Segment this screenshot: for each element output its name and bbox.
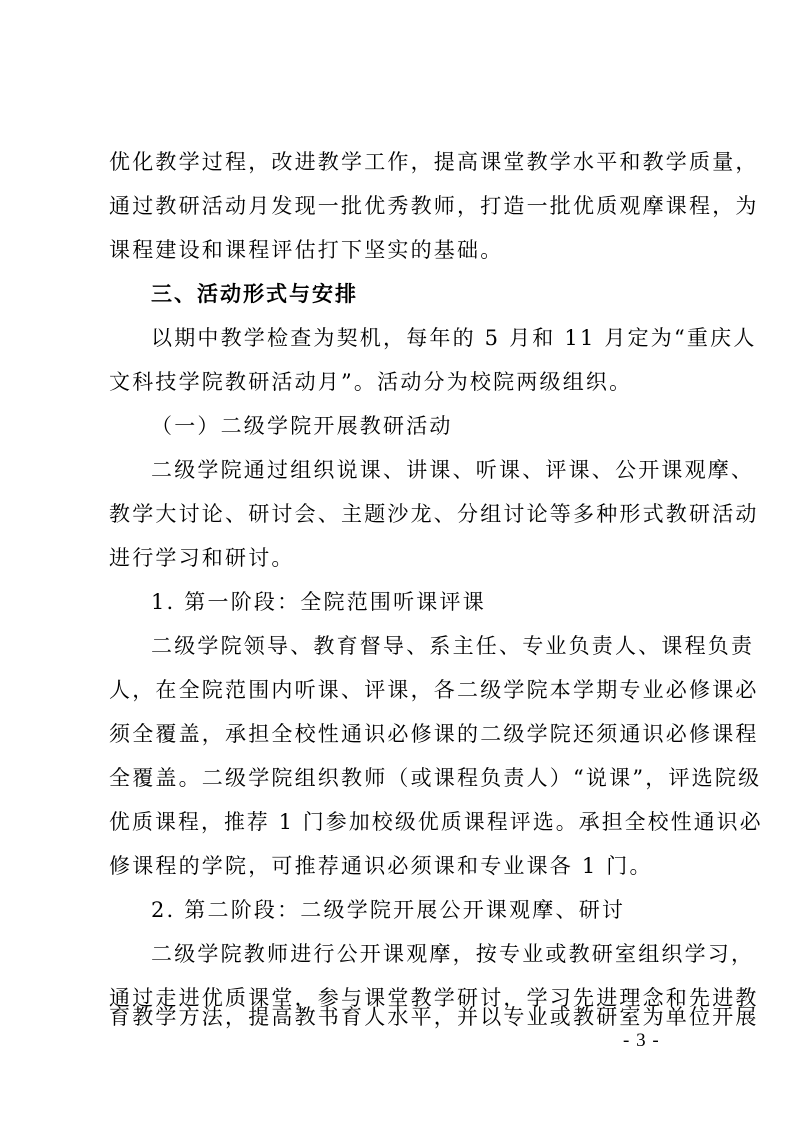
paragraph-line: 全覆盖。二级学院组织教师（或课程负责人）“说课”，评选院级	[109, 766, 762, 790]
paragraph-line: 进行学习和研讨。	[109, 546, 295, 570]
paragraph-line: 课程建设和课程评估打下坚实的基础。	[109, 238, 504, 262]
paragraph-line: 通过走进优质课堂，参与课堂教学研讨，学习先进理念和先进教	[109, 986, 759, 1010]
paragraph-line: 二级学院通过组织说课、讲课、听课、评课、公开课观摩、	[151, 458, 755, 482]
paragraph-line: 文科技学院教研活动月”。活动分为校院两级组织。	[109, 370, 633, 394]
paragraph-line: 二级学院领导、教育督导、系主任、专业负责人、课程负责	[151, 634, 755, 658]
paragraph-line: 教学大讨论、研讨会、主题沙龙、分组讨论等多种形式教研活动	[109, 502, 759, 526]
paragraph-line: 须全覆盖，承担全校性通识必修课的二级学院还须通识必修课程	[109, 722, 759, 746]
section-heading: 三、活动形式与安排	[151, 282, 358, 306]
paragraph-line: 育教学方法，提高教书育人水平，并以专业或教研室为单位开展	[109, 1005, 759, 1029]
paragraph-line: 优化教学过程，改进教学工作，提高课堂教学水平和教学质量，	[109, 150, 759, 174]
stage-heading: 1. 第一阶段：全院范围听课评课	[151, 590, 486, 614]
stage-heading: 2. 第二阶段：二级学院开展公开课观摩、研讨	[151, 898, 626, 922]
paragraph-line: 优质课程，推荐 1 门参加校级优质课程评选。承担全校性通识必	[109, 810, 763, 834]
paragraph-line: 人，在全院范围内听课、评课，各二级学院本学期专业必修课必	[109, 678, 759, 702]
page-number: - 3 -	[623, 1030, 660, 1051]
paragraph-line: 修课程的学院，可推荐通识必须课和专业课各 1 门。	[109, 854, 653, 878]
paragraph-line: 以期中教学检查为契机，每年的 5 月和 11 月定为“重庆人	[151, 326, 757, 350]
subsection-heading: （一）二级学院开展教研活动	[151, 414, 453, 438]
paragraph-line: 二级学院教师进行公开课观摩，按专业或教研室组织学习，	[151, 942, 755, 966]
paragraph-line: 通过教研活动月发现一批优秀教师，打造一批优质观摩课程，为	[109, 194, 759, 218]
